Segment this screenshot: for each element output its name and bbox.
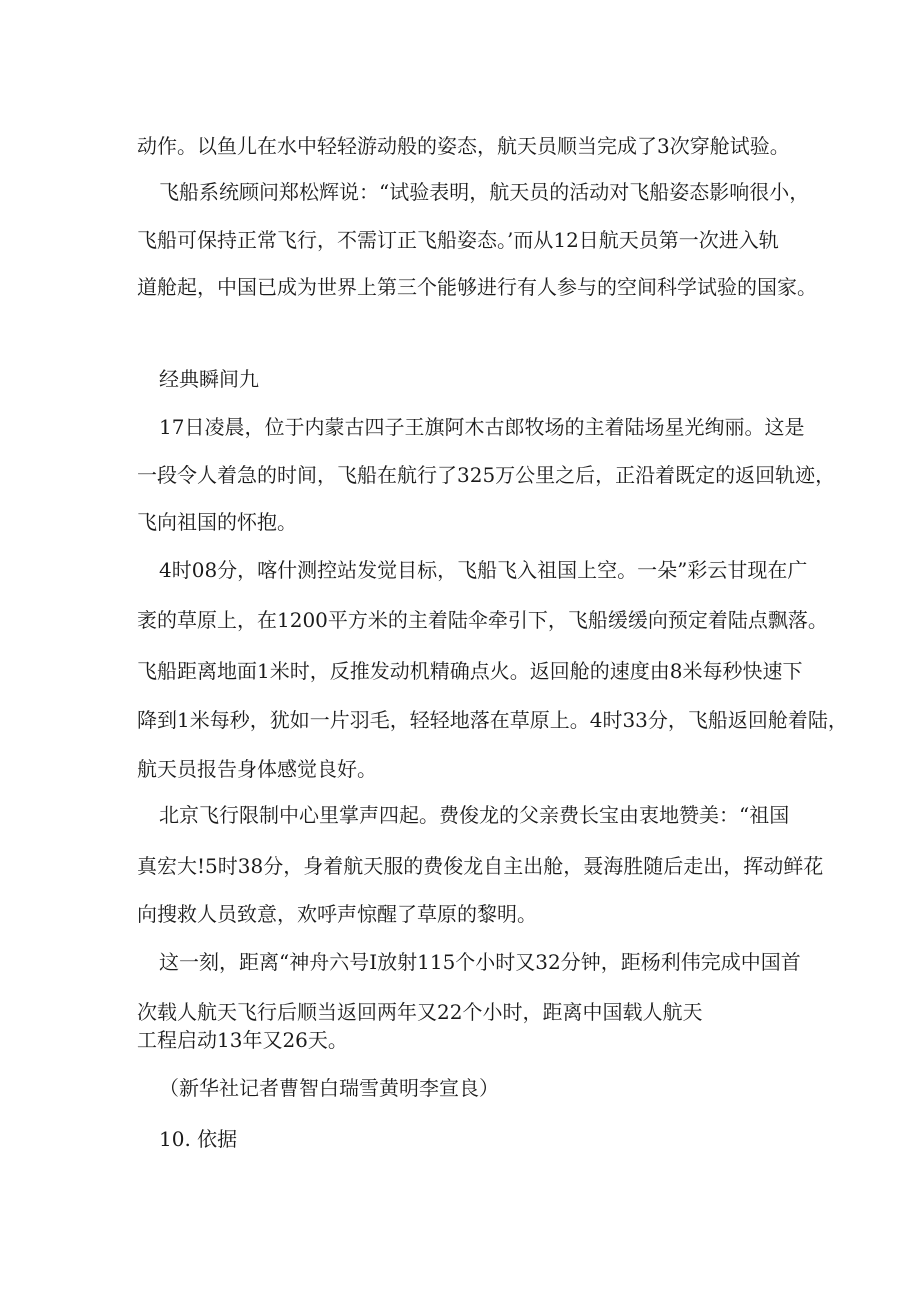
paragraph-line: 降到1米每秒，犹如一片羽毛，轻轻地落在草原上。4时33分，飞船返回舱着陆， xyxy=(137,708,848,732)
paragraph-line: 次载人航天飞行后顺当返回两年又22个小时，距离中国载人航天 xyxy=(137,1000,703,1024)
numbered-heading: 10. 依据 xyxy=(159,1127,238,1151)
paragraph-line: 道舱起，中国已成为世界上第三个能够进行有人参与的空间科学试验的国家。 xyxy=(137,275,817,299)
paragraph-line: 4时08分，喀什测控站发觉目标，飞船飞入祖国上空。一朵”彩云甘现在广 xyxy=(159,558,808,582)
paragraph-line: 17日凌晨，位于内蒙古四子王旗阿木古郎牧场的主着陆场星光绚丽。这是 xyxy=(159,415,805,439)
paragraph-line: 航天员报告身体感觉良好。 xyxy=(137,757,377,781)
byline: （新华社记者曹智白瑞雪黄明李宣良） xyxy=(159,1076,499,1100)
paragraph-line: 北京飞行限制中心里掌声四起。费俊龙的父亲费长宝由衷地赞美：“祖国 xyxy=(159,803,790,827)
section-heading: 经典瞬间九 xyxy=(159,367,259,391)
paragraph-line: 真宏大!5时38分，身着航天服的费俊龙自主出舱，聂海胜随后走出，挥动鲜花 xyxy=(137,854,824,878)
paragraph-line: 袤的草原上，在1200平方米的主着陆伞牵引下，飞船缓缓向预定着陆点飘落。 xyxy=(137,608,828,632)
paragraph-line: 工程启动13年又26天。 xyxy=(137,1028,348,1052)
paragraph-line: 飞船可保持正常飞行，不需订正飞船姿态。’而从12日航天员第一次进入轨 xyxy=(137,228,779,252)
paragraph-line: 飞船距离地面1米时，反推发动机精确点火。返回舱的速度由8米每秒快速下 xyxy=(137,659,803,683)
paragraph-line: 向搜救人员致意，欢呼声惊醒了草原的黎明。 xyxy=(137,902,537,926)
paragraph-line: 一段令人着急的时间，飞船在航行了325万公里之后，正沿着既定的返回轨迹， xyxy=(137,463,836,487)
paragraph-line: 飞向祖国的怀抱。 xyxy=(137,510,297,534)
paragraph-line: 这一刻，距离“神舟六号I放射115个小时又32分钟，距杨利伟完成中国首 xyxy=(159,950,801,974)
paragraph-line: 动作。以鱼儿在水中轻轻游动般的姿态，航天员顺当完成了3次穿舱试验。 xyxy=(137,134,790,158)
paragraph-line: 飞船系统顾问郑松辉说：“试验表明，航天员的活动对飞船姿态影响很小， xyxy=(159,180,810,204)
